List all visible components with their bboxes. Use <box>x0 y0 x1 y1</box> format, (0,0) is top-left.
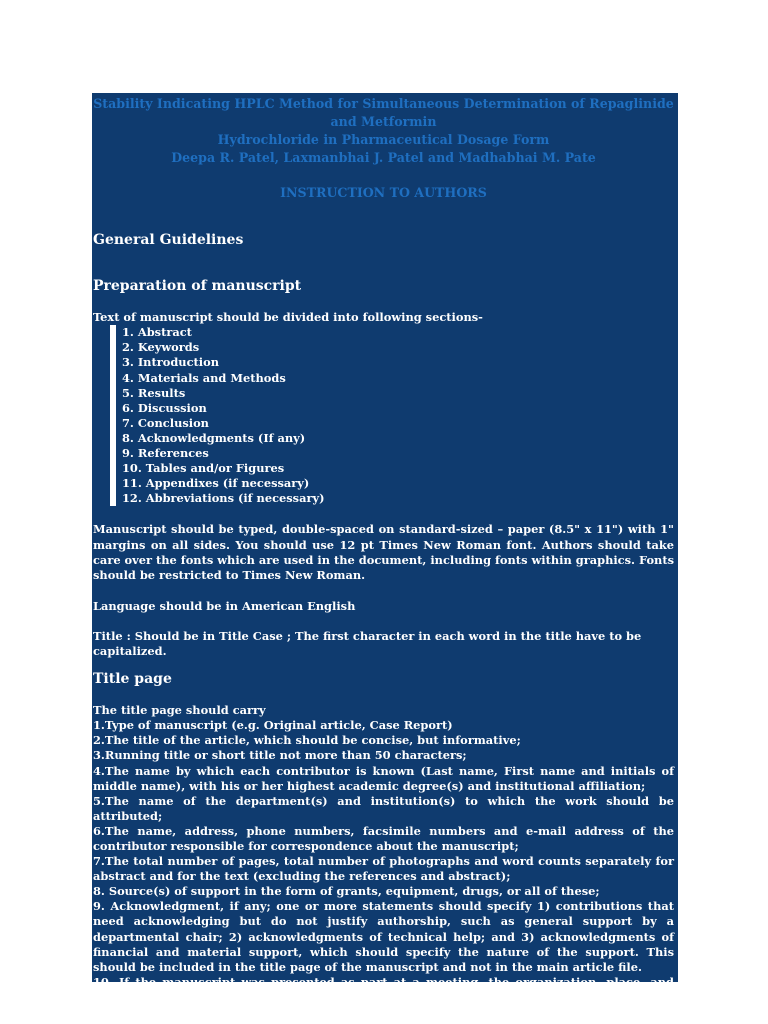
list-item: 2. Keywords <box>122 340 200 355</box>
title-page-heading: Title page <box>93 671 172 688</box>
list-item: 9. Acknowledgment, if any; one or more statements should specify 1) contributions that need acknowledging but do not justify authorship, such as general support by a departmental chair; 2) acknowledgments of technical help; and 3) acknowledgments of financial and material support, which should specify the nature of the support. This should be included in the title page of the manuscript and not in the main article file. <box>93 899 674 974</box>
title-rule-paragraph: Title : Should be in Title Case ; The first character in each word in the title have to be capitalized. <box>93 628 642 658</box>
title-page-list <box>93 718 674 1005</box>
list-item: 8. Acknowledgments (If any) <box>122 430 306 445</box>
list-item: 10. Tables and/or Figures <box>122 461 285 476</box>
instruction-heading: INSTRUCTION TO AUTHORS <box>280 185 487 200</box>
list-item: 10. If the manuscript was presented as part at a meeting, the organization, place, and exact date on which it was read. <box>93 974 674 1004</box>
list-item: 2.The title of the article, which should be concise, but informative; <box>93 733 521 748</box>
list-item: 9. References <box>122 446 209 461</box>
list-item: 4.The name by which each contributor is known (Last name, First name and initials of middle name), with his or her highest academic degree(s) and institutional affiliation; <box>93 763 674 793</box>
article-authors: Deepa R. Patel, Laxmanbhai J. Patel and Madhabhai M. Pate <box>171 150 596 165</box>
list-item: 4. Materials and Methods <box>122 370 286 385</box>
article-title-line-2: and Metformin <box>330 114 437 129</box>
sections-intro: Text of manuscript should be divided into following sections- <box>93 310 483 325</box>
list-item: 6. Discussion <box>122 400 207 415</box>
document-page <box>92 93 678 1004</box>
list-item: 5.The name of the department(s) and institution(s) to which the work should be attributed; <box>93 793 674 823</box>
typing-paragraph: Manuscript should be typed, double-spaced on standard-sized – paper (8.5" x 11") with 1" margins on all sides. You should use 12 pt Times New Roman font. Authors should take care over the fonts which are used in the document, including fonts within graphics. Fonts should be restricted to Times New Roman. <box>93 522 674 582</box>
list-item: 6.The name, address, phone numbers, facsimile numbers and e-mail address of the contributor responsible for correspondence about the manuscript; <box>93 823 674 853</box>
list-item: 3.Running title or short title not more than 50 characters; <box>93 748 467 763</box>
list-item: 3. Introduction <box>122 355 219 370</box>
list-item: 1.Type of manuscript (e.g. Original article, Case Report) <box>93 718 453 733</box>
list-item: 7. Conclusion <box>122 415 209 430</box>
general-guidelines-heading: General Guidelines <box>93 232 244 248</box>
language-paragraph: Language should be in American English <box>93 598 356 613</box>
document-header <box>93 95 674 202</box>
article-title-line-1: Stability Indicating HPLC Method for Simultaneous Determination of Repaglinide <box>93 96 674 111</box>
article-title-line-3: Hydrochloride in Pharmaceutical Dosage Form <box>217 132 550 147</box>
list-item: 7.The total number of pages, total number of photographs and word counts separately for abstract and for the text (excluding the references and abstract); <box>93 854 674 884</box>
list-item: 1. Abstract <box>122 325 192 340</box>
list-item: 11. Appendixes (if necessary) <box>122 476 310 491</box>
preparation-heading: Preparation of manuscript <box>93 278 302 295</box>
list-item: 12. Abbreviations (if necessary) <box>122 491 325 506</box>
manuscript-sections-list <box>110 325 422 506</box>
title-page-intro: The title page should carry <box>93 703 266 718</box>
list-item: 5. Results <box>122 385 186 400</box>
list-item: 8. Source(s) of support in the form of grants, equipment, drugs, or all of these; <box>93 884 600 899</box>
